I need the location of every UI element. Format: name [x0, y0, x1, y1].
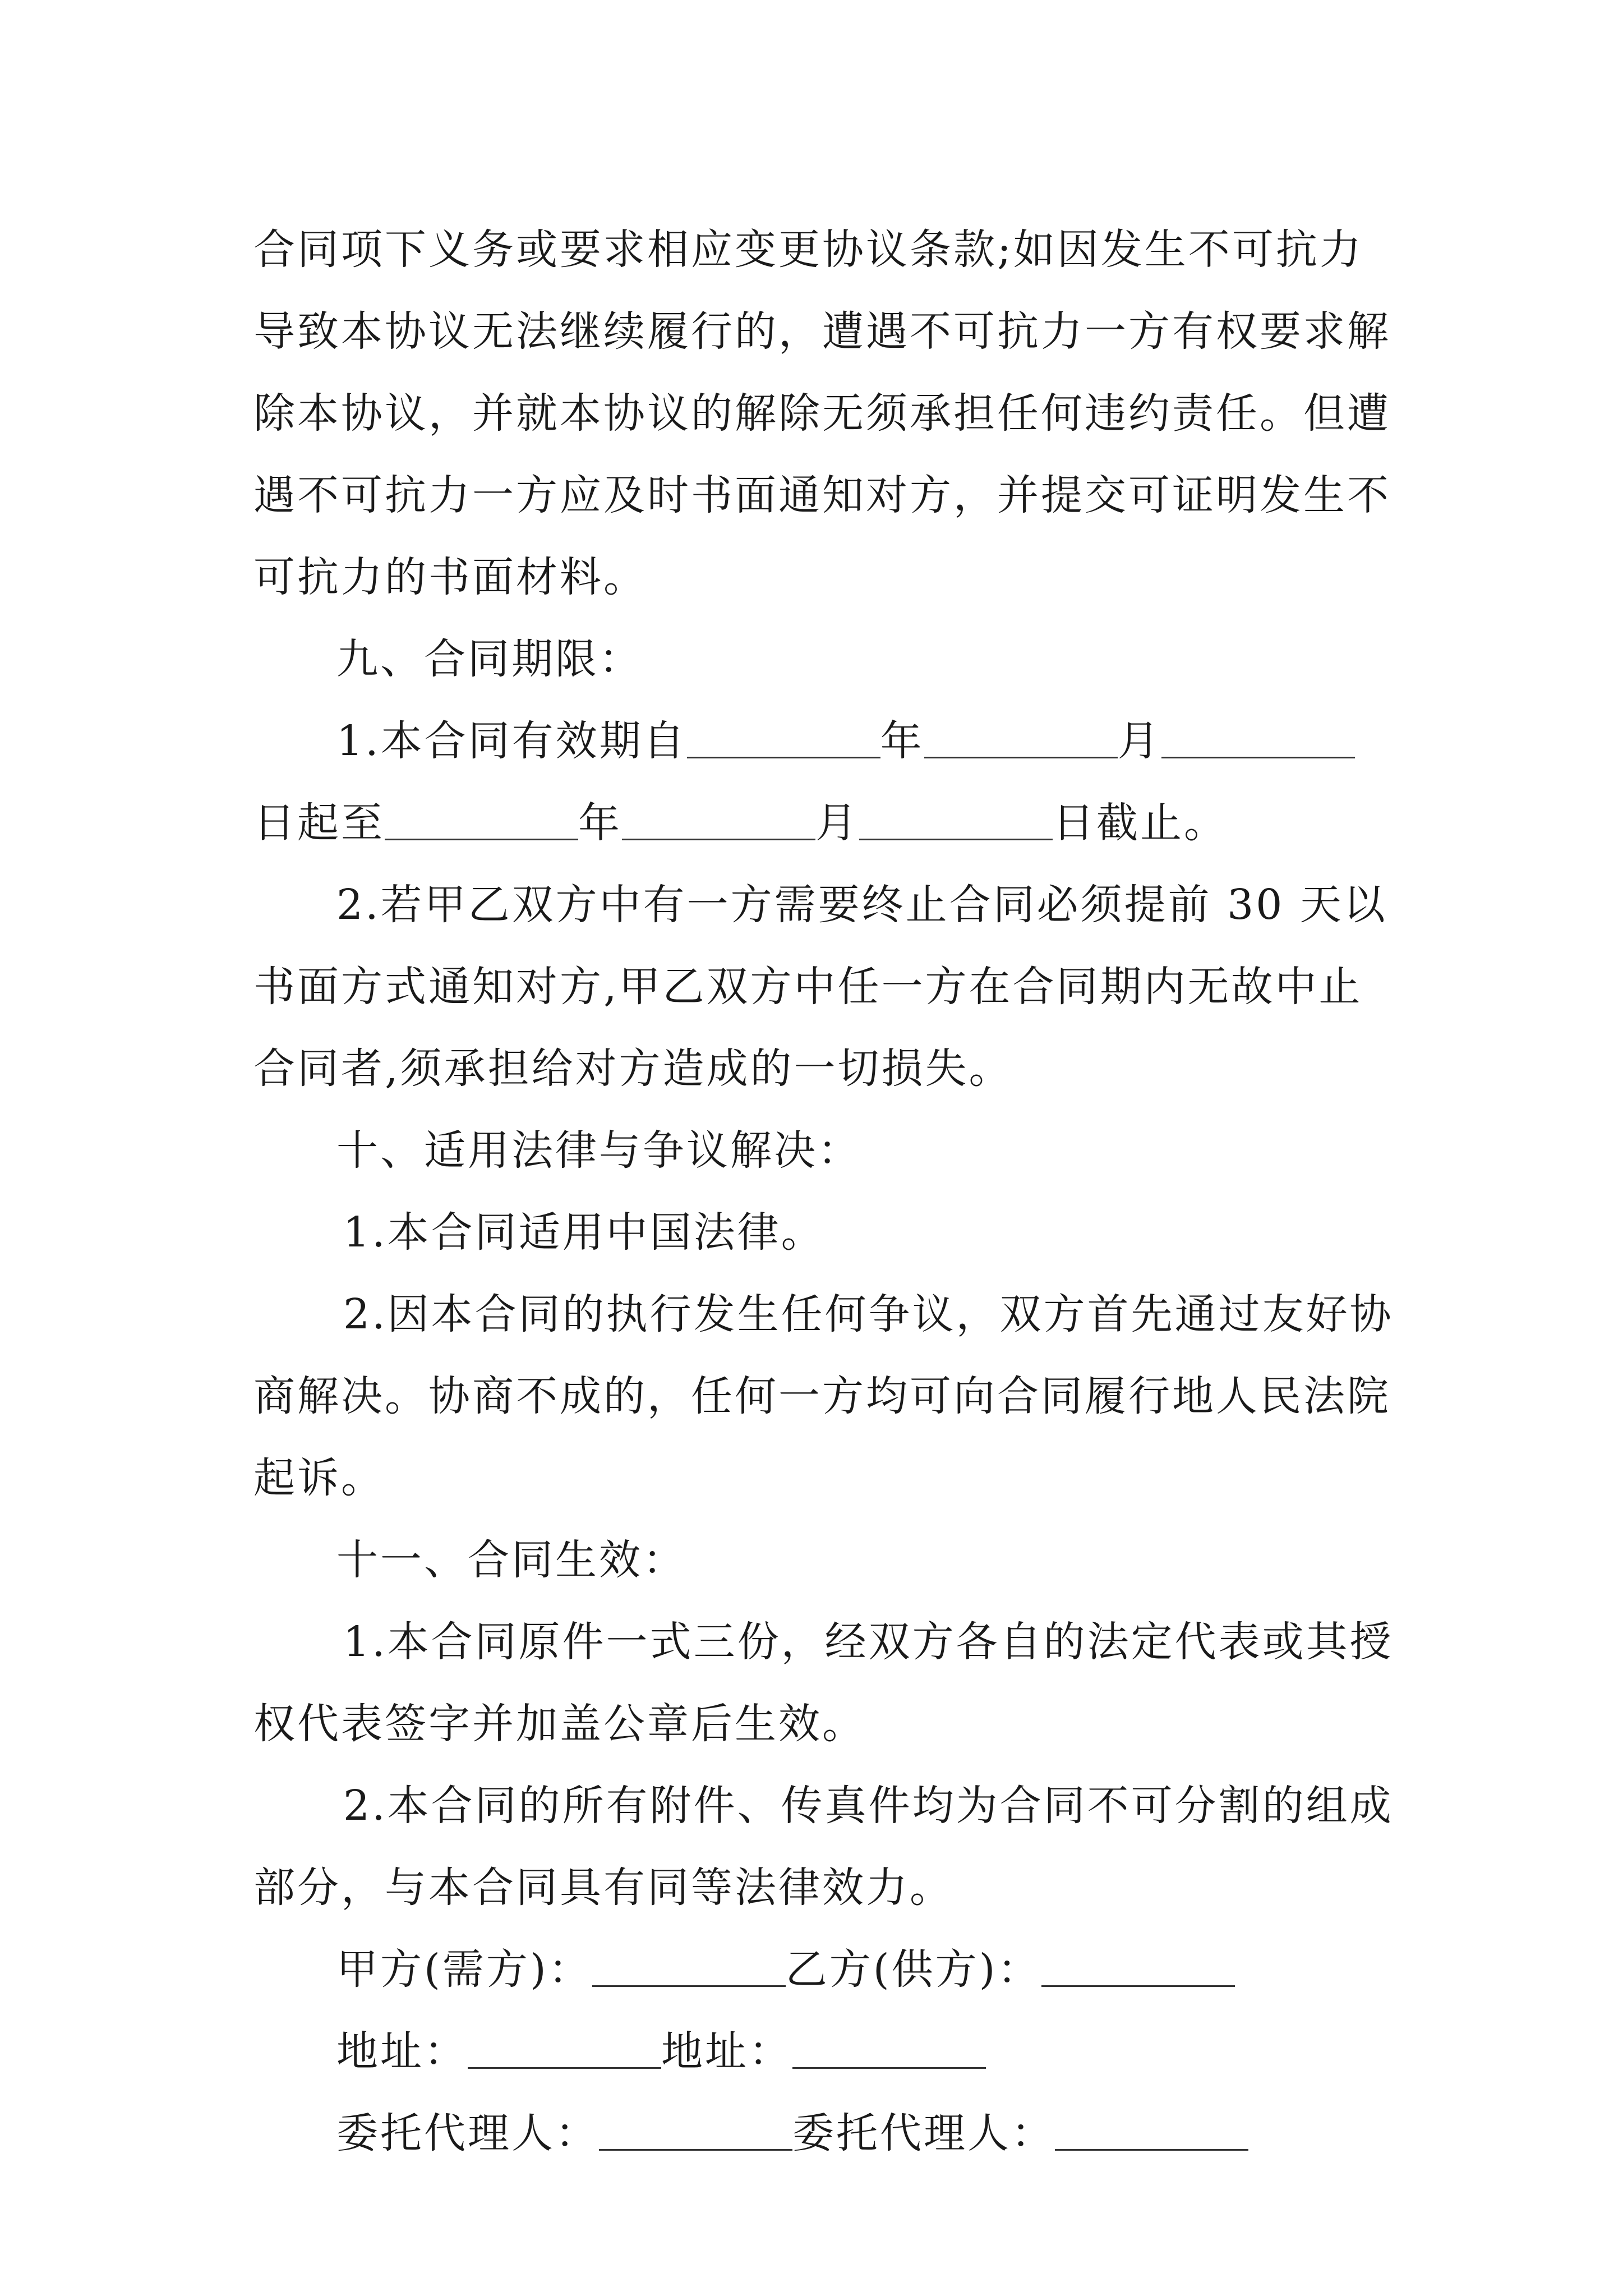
party-b-label: 乙方(供方)： [785, 1945, 1041, 1994]
section-heading: 九、合同期限： [336, 635, 643, 683]
text-segment: 年 [880, 717, 924, 765]
address-b-blank[interactable] [792, 2026, 986, 2069]
address-a-label: 地址： [336, 2027, 468, 2076]
address-b-label: 地址： [661, 2027, 792, 2076]
text-segment: 月 [1117, 717, 1161, 765]
blank-field[interactable] [622, 797, 815, 840]
text-line: 商解决。协商不成的，任何一方均可向合同履行地人民法院 [253, 1372, 1391, 1420]
signature-address-line [253, 2010, 1381, 2092]
blank-field[interactable] [385, 797, 578, 840]
agent-a-blank[interactable] [599, 2108, 792, 2151]
text-line: 可抗力的书面材料。 [253, 553, 647, 601]
text-line: 除本协议，并就本协议的解除无须承担任何违约责任。但遭 [253, 389, 1391, 438]
blank-field[interactable] [859, 797, 1053, 840]
contract-term-line [253, 782, 1381, 864]
section-heading: 十一、合同生效： [336, 1536, 686, 1584]
text-line: 导致本协议无法继续履行的，遭遇不可抗力一方有权要求解 [253, 307, 1391, 356]
party-a-blank[interactable] [592, 1944, 786, 1987]
text-line: 部分，与本合同具有同等法律效力。 [253, 1864, 953, 1912]
blank-field[interactable] [924, 715, 1118, 758]
text-segment: 日截止。 [1053, 799, 1228, 847]
text-line: 书面方式通知对方,甲乙双方中任一方在合同期内无故中止 [253, 963, 1363, 1011]
text-line: 2.若甲乙双方中有一方需要终止合同必须提前 30 天以 [336, 881, 1387, 929]
party-b-blank[interactable] [1041, 1944, 1235, 1987]
blank-field[interactable] [687, 715, 880, 758]
contract-term-line [253, 700, 1381, 782]
text-line: 起诉。 [253, 1454, 385, 1502]
agent-b-blank[interactable] [1055, 2108, 1248, 2151]
blank-field[interactable] [1161, 715, 1355, 758]
text-line: 合同项下义务或要求相应变更协议条款;如因发生不可抗力 [253, 226, 1363, 274]
signature-party-line [253, 1929, 1381, 2010]
agent-a-label: 委托代理人： [336, 2109, 599, 2157]
address-a-blank[interactable] [468, 2026, 661, 2069]
text-segment: 年 [578, 799, 622, 847]
contract-body [253, 209, 1394, 2174]
agent-b-label: 委托代理人： [792, 2109, 1055, 2157]
text-line: 2.因本合同的执行发生任何争议，双方首先通过友好协 [343, 1290, 1394, 1338]
section-heading: 十、适用法律与争议解决： [336, 1126, 861, 1175]
text-line: 2.本合同的所有附件、传真件均为合同不可分割的组成 [343, 1782, 1394, 1830]
text-segment: 日起至 [253, 799, 385, 847]
text-segment: 月 [815, 799, 859, 847]
party-a-label: 甲方(需方)： [336, 1945, 592, 1994]
text-line: 1.本合同适用中国法律。 [343, 1208, 825, 1257]
text-line: 遇不可抗力一方应及时书面通知对方，并提交可证明发生不 [253, 471, 1391, 519]
text-line: 权代表签字并加盖公章后生效。 [253, 1700, 866, 1748]
text-line: 合同者,须承担给对方造成的一切损失。 [253, 1045, 1013, 1093]
signature-agent-line [253, 2092, 1381, 2174]
text-line: 1.本合同原件一式三份，经双方各自的法定代表或其授 [343, 1618, 1394, 1666]
text-segment: 1.本合同有效期自 [336, 717, 687, 765]
